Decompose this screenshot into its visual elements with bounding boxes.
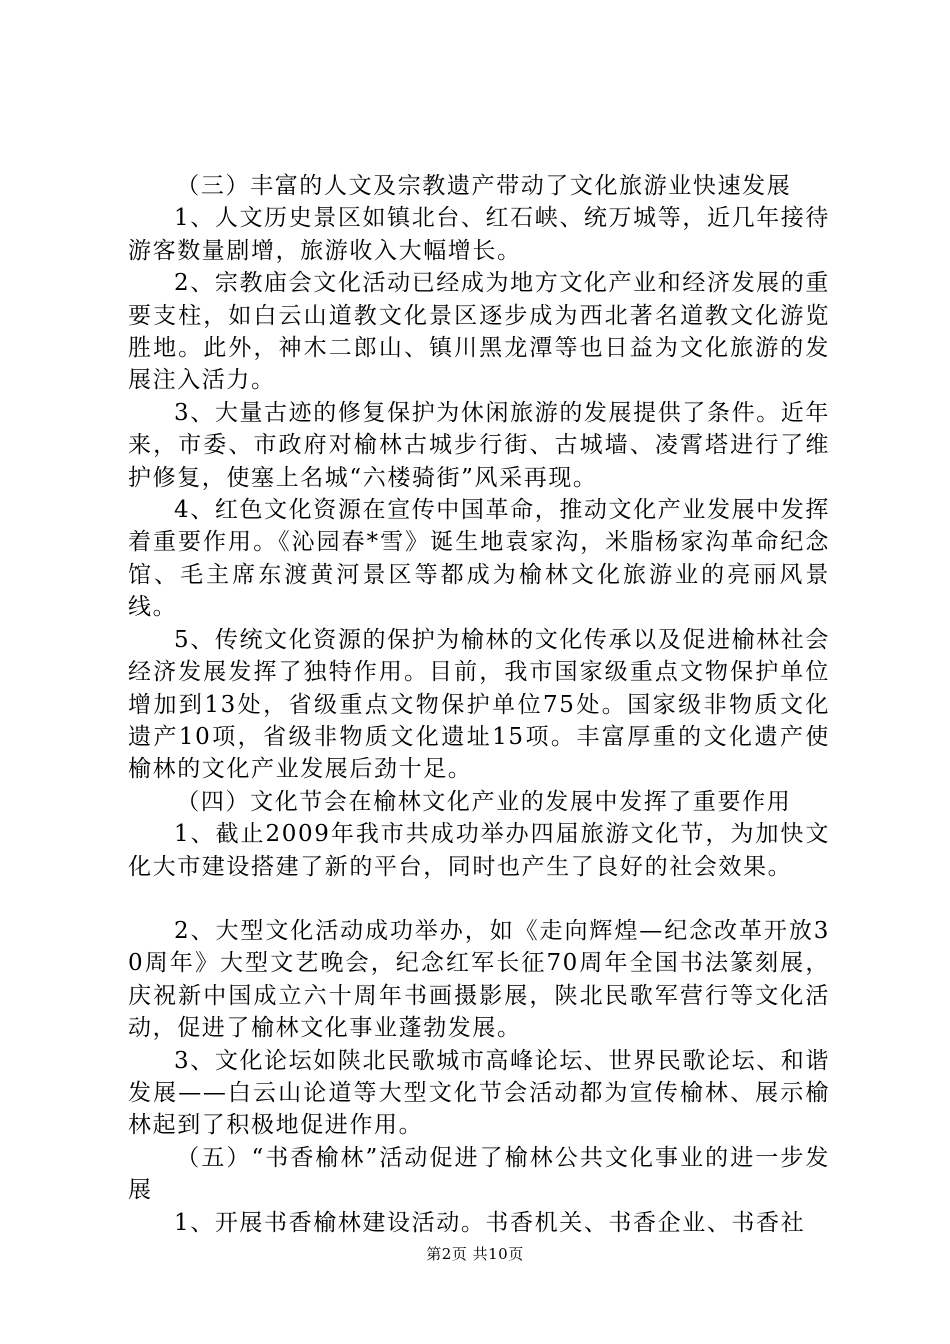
paragraph: 1、人文历史景区如镇北台、红石峡、统万城等，近几年接待游客数量剧增，旅游收入大幅增长。 (128, 205, 830, 264)
paragraph: 3、文化论坛如陕北民歌城市高峰论坛、世界民歌论坛、和谐发展——白云山论道等大型文化节会活动都为宣传榆林、展示榆林起到了积极地促进作用。 (128, 1047, 830, 1139)
document-body (128, 170, 830, 1239)
section-heading-3: （三）丰富的人文及宗教遗产带动了文化旅游业快速发展 (176, 173, 792, 199)
section-heading-4: （四）文化节会在榆林文化产业的发展中发挥了重要作用 (176, 788, 792, 815)
paragraph: 3、大量古迹的修复保护为休闲旅游的发展提供了条件。近年来，市委、市政府对榆林古城步行街、古城墙、凌霄塔进行了维护修复，使塞上名城“六楼骑街”风采再现。 (128, 399, 830, 491)
page-number-footer: 第2页 共10页 (426, 1245, 524, 1263)
paragraph: 1、开展书香榆林建设活动。书香机关、书香企业、书香社 (174, 1209, 806, 1236)
paragraph: 1、截止2009年我市共成功举办四届旅游文化节，为加快文化大市建设搭建了新的平台，同时也产生了良好的社会效果。 (128, 821, 830, 880)
section-heading-5: （五）“书香榆林”活动促进了榆林公共文化事业的进一步发展 (128, 1144, 830, 1204)
paragraph: 2、宗教庙会文化活动已经成为地方文化产业和经济发展的重要支柱，如白云山道教文化景区逐步成为西北著名道教文化游览胜地。此外，神木二郎山、镇川黑龙潭等也日益为文化旅游的发展注入活力。 (128, 270, 830, 394)
paragraph: 4、红色文化资源在宣传中国革命，推动文化产业发展中发挥着重要作用。《沁园春*雪》诞生地袁家沟，米脂杨家沟革命纪念馆、毛主席东渡黄河景区等都成为榆林文化旅游业的亮丽风景线。 (128, 497, 830, 621)
paragraph: 5、传统文化资源的保护为榆林的文化传承以及促进榆林社会经济发展发挥了独特作用。目前，我市国家级重点文物保护单位增加到13处，省级重点文物保护单位75处。国家级非物质文化遗产10项，省级非物质文化遗址15项。丰富厚重的文化遗产使榆林的文化产业发展后劲十足。 (128, 626, 830, 783)
paragraph: 2、大型文化活动成功举办，如《走向辉煌—纪念改革开放30周年》大型文艺晚会，纪念红军长征70周年全国书法篆刻展，庆祝新中国成立六十周年书画摄影展，陕北民歌军营行等文化活动，促进了榆林文化事业蓬勃发展。 (128, 917, 830, 1042)
